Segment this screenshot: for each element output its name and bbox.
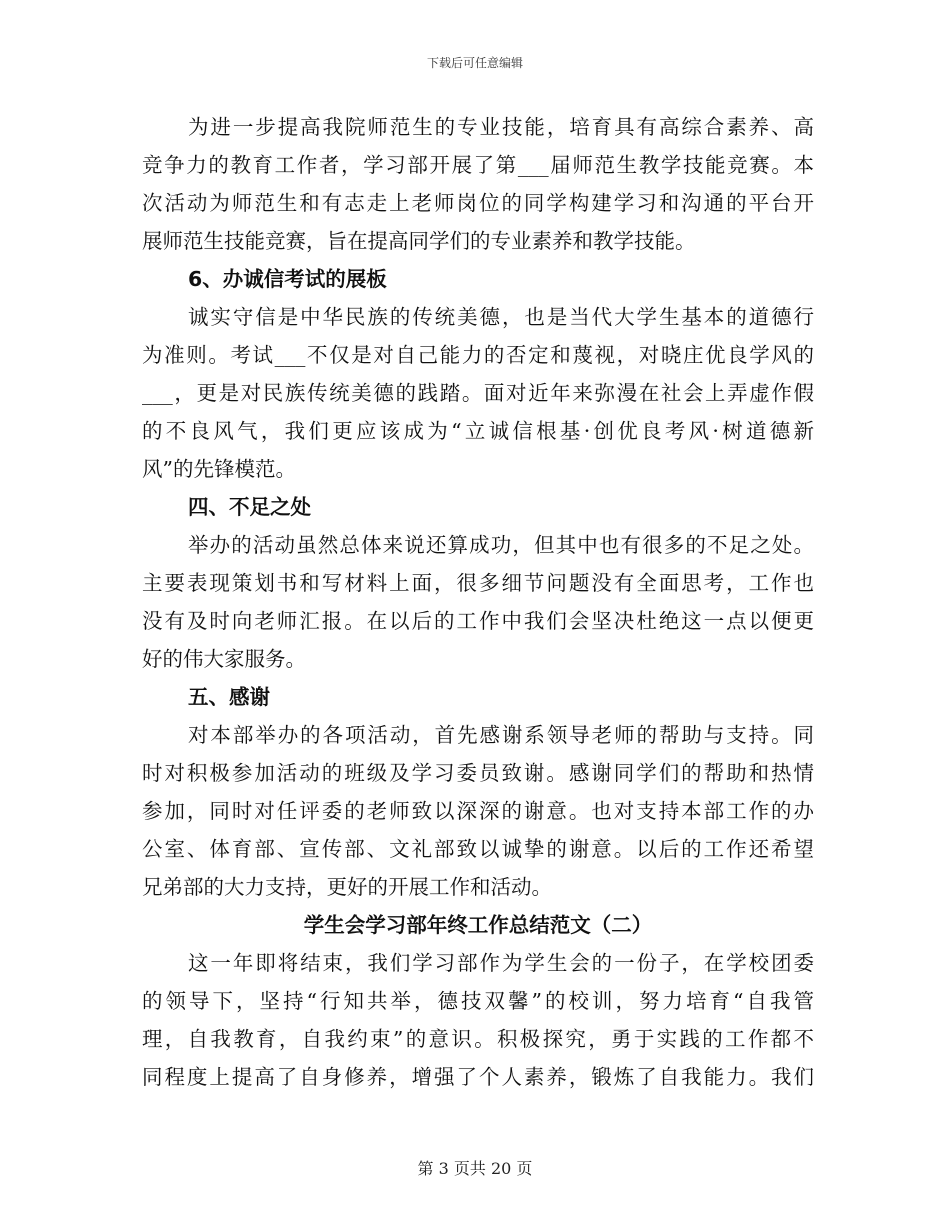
paragraph-line: ___，更是对民族传统美德的践踏。面对近年来弥漫在社会上弄虚作假 [142, 381, 814, 405]
paragraph-line: 举办的活动虽然总体来说还算成功，但其中也有很多的不足之处。 [188, 533, 814, 557]
paragraph-line: 同程度上提高了自身修养，增强了个人素养，锻炼了自我能力。我们 [142, 1065, 814, 1089]
paragraph-line: 没有及时向老师汇报。在以后的工作中我们会坚决杜绝这一点以便更 [142, 609, 814, 633]
page-header: 下载后可任意编辑 [426, 56, 523, 70]
paragraph-line: 为准则。考试___不仅是对自己能力的否定和蔑视，对晓庄优良学风的 [142, 343, 814, 367]
paragraph-line: 展师范生技能竞赛，旨在提高同学们的专业素养和教学技能。 [142, 229, 696, 253]
paragraph-line: 主要表现策划书和写材料上面，很多细节问题没有全面思考，工作也 [142, 571, 814, 595]
paragraph-line: 次活动为师范生和有志走上老师岗位的同学构建学习和沟通的平台开 [142, 191, 814, 215]
document-body [142, 108, 814, 1096]
paragraph-line: 公室、体育部、宣传部、文礼部致以诚挚的谢意。以后的工作还希望 [142, 837, 814, 861]
section-heading-4: 四、不足之处 [188, 495, 311, 519]
paragraph-line: 的领导下，坚持“行知共举，德技双馨”的校训，努力培育“自我管 [142, 989, 814, 1013]
paragraph-line: 为进一步提高我院师范生的专业技能，培育具有高综合素养、高 [188, 115, 814, 139]
paragraph-line: 竞争力的教育工作者，学习部开展了第___届师范生教学技能竞赛。本 [142, 153, 814, 177]
section-heading-6: 6、办诚信考试的展板 [188, 267, 387, 291]
paragraph-line: 风”的先锋模范。 [142, 457, 296, 481]
paragraph-line: 的不良风气，我们更应该成为“立诚信根基·创优良考风·树道德新 [142, 419, 814, 443]
paragraph-line: 理，自我教育，自我约束”的意识。积极探究，勇于实践的工作都不 [142, 1027, 814, 1051]
document-title: 学生会学习部年终工作总结范文（二） [303, 913, 653, 937]
paragraph-line: 好的伟大家服务。 [142, 647, 306, 671]
paragraph-line: 对本部举办的各项活动，首先感谢系领导老师的帮助与支持。同 [188, 723, 814, 747]
section-heading-5: 五、感谢 [188, 685, 270, 709]
paragraph-line: 诚实守信是中华民族的传统美德，也是当代大学生基本的道德行 [188, 305, 814, 329]
page-number: 第 3 页共 20 页 [417, 1159, 533, 1178]
paragraph-line: 兄弟部的大力支持，更好的开展工作和活动。 [142, 875, 552, 899]
paragraph-line: 时对积极参加活动的班级及学习委员致谢。感谢同学们的帮助和热情 [142, 761, 814, 785]
paragraph-line: 这一年即将结束，我们学习部作为学生会的一份子，在学校团委 [188, 951, 814, 975]
paragraph-line: 参加，同时对任评委的老师致以深深的谢意。也对支持本部工作的办 [142, 799, 814, 823]
